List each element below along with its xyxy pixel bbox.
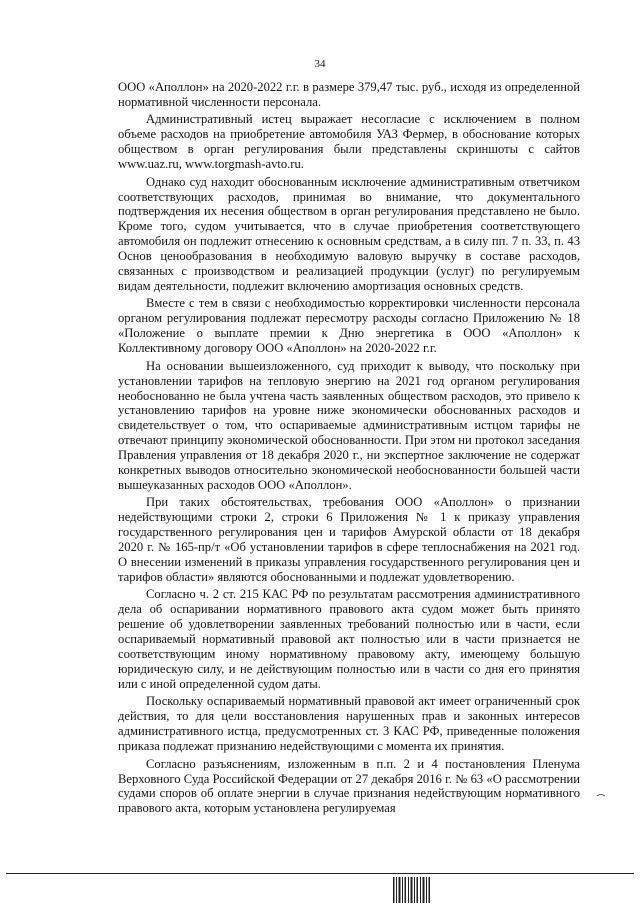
footer-rule	[6, 873, 634, 874]
paragraph-continuation: ООО «Аполлон» на 2020-2022 г.г. в размере 379,47 тыс. руб., исходя из определенной нормативной численности персонала.	[118, 80, 580, 109]
paragraph: Однако суд находит обоснованным исключение административным ответчиком соответствующих расходов, принимая во внимание, что документального подтверждения их несения обществом в орган регулирования представлено не было. Кроме того, судом учитывается, что в случае приобретения соответствующего автомобиля он подлежит отнесению к основным средствам, а в силу пп. 7 п. 33, п. 43 Основ ценообразования в необходимую валовую выручку в составе расходов, связанных с производством и реализацией продукции (услуг) по регулируемым видам деятельности, подлежит включению амортизация основных средств.	[118, 174, 580, 293]
paragraph: Согласно разъяснениям, изложенным в п.п. 2 и 4 постановления Пленума Верховного Суда Российской Федерации от 27 декабря 2016 г. № 63 «О рассмотрении судами споров об оплате энергии в случае признания недействующим нормативного правового акта, которым установлена регулируемая	[118, 756, 580, 816]
page-number: 34	[314, 58, 326, 70]
paragraph: Вместе с тем в связи с необходимостью корректировки численности персонала органом регулирования подлежат пересмотру расходы согласно Приложению № 18 «Положение о выплате премии к Дню энергетика в ООО «Аполлон» к Коллективному договору ООО «Аполлон» на 2020-2022 г.г.	[118, 296, 580, 356]
paragraph: Поскольку оспариваемый нормативный правовой акт имеет ограниченный срок действия, то для цели восстановления нарушенных прав и законных интересов административного истца, предусмотренных ст. 3 КАС РФ, приведенные положения приказа подлежат признанию недействующими с момента их принятия.	[118, 694, 580, 754]
stray-pen-mark	[596, 793, 606, 799]
paragraph: При таких обстоятельствах, требования ООО «Аполлон» о признании недействующими строки 2, строки 6 Приложения № 1 к приказу управления государственного регулирования цен и тарифов Амурской области от 18 декабря 2020 г. № 165-пр/т «Об установлении тарифов в сфере теплоснабжения на 2021 год. О внесении изменений в приказы управления государственного регулирования цен и тарифов области» являются обоснованными и подлежат удовлетворению.	[118, 495, 580, 584]
barcode-icon	[392, 877, 432, 903]
paragraph: На основании вышеизложенного, суд приходит к выводу, что поскольку при установлении тарифов на тепловую энергию на 2021 год органом регулирования необоснованно не была учтена часть заявленных обществом расходов, это привело к установлению тарифов на уровне ниже экономически обоснованных расходов и свидетельствует о том, что оспариваемые административным истцом тарифы не отвечают принципу экономической обоснованности. При этом ни протокол заседания Правления управления от 18 декабря 2020 г., ни экспертное заключение не содержат конкретных выводов относительно экономической необоснованности большей части вышеуказанных расходов ООО «Аполлон».	[118, 358, 580, 492]
document-body	[118, 80, 580, 819]
paragraph: Административный истец выражает несогласие с исключением в полном объеме расходов на приобретение автомобиля УАЗ Фермер, в обоснование которых обществом в орган регулирования были представлены скриншоты с сайтов www.uaz.ru, www.torgmash-avto.ru.	[118, 112, 580, 172]
paragraph: Согласно ч. 2 ст. 215 КАС РФ по результатам рассмотрения административного дела об оспаривании нормативного правового акта судом может быть принято решение об удовлетворении заявленных требований полностью или в части, если оспариваемый нормативный правовой акт полностью или в части признается не соответствующим иному нормативному правовому акту, имеющему большую юридическую силу, и не действующим полностью или в части со дня его принятия или с иной определенной судом даты.	[118, 587, 580, 691]
